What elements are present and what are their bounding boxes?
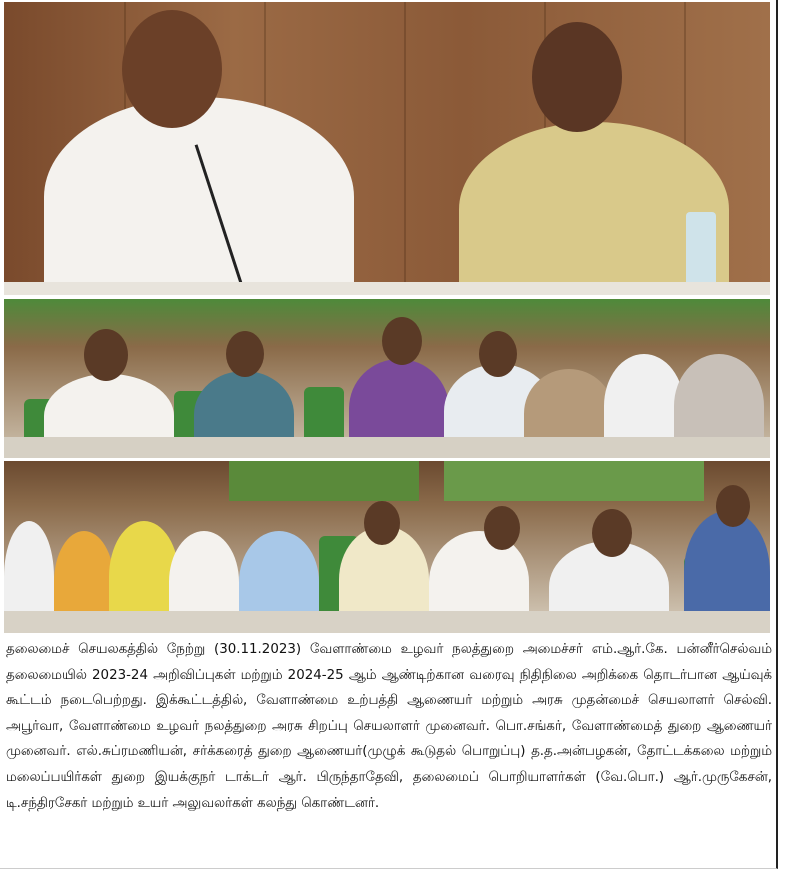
table-edge — [4, 611, 770, 633]
wall-painting — [444, 461, 704, 501]
table-edge — [4, 437, 770, 458]
table-edge — [4, 282, 770, 295]
meeting-photo-middle — [4, 299, 770, 458]
wall-painting — [229, 461, 419, 501]
minister-head — [122, 10, 222, 128]
secretary-head — [532, 22, 622, 132]
meeting-photo-bottom — [4, 461, 770, 633]
news-caption: தலைமைச் செயலகத்தில் நேற்று (30.11.2023) வேளாண்மை உழவர் நலத்துறை அமைச்சர் எம்.ஆர்.கே. பன்னீர்செல்வம் தலைமையில் 2023-24 அறிவிப்புகள் மற்றும் 2024-25 ஆம் ஆண்டிற்கான வரைவு நிதிநிலை அறிக்கை தொடர்பான ஆய்வுக் கூட்டம் நடைபெற்றது. இக்கூட்டத்தில், வேளாண்மை உற்பத்தி ஆணையர் மற்றும் அரசு முதன்மைச் செயலாளர் செல்வி. அபூர்வா, வேளாண்மை உழவர் நலத்துறை அரசு சிறப்பு செயலாளர் முனைவர். பொ.சங்கர், வேளாண்மைத் துறை ஆணையர் முனைவர். எல்.சுப்ரமணியன், சர்க்கரைத் துறை ஆணையர்(முழுக் கூடுதல் பொறுப்பு) த.த.அன்பழகன், தோட்டக்கலை மற்றும் மலைப்பயிர்கள் துறை இயக்குநர் டாக்டர் ஆர். பிருந்தாதேவி, தலைமைப் பொறியாளர்கள் (வே.பொ.) ஆர்.முருகேசன், டி.சந்திரசேகர் மற்றும் உயர் அலுவலர்கள் கலந்து கொண்டனர். — [6, 642, 772, 811]
minister-figure — [44, 97, 354, 295]
meeting-photo-top — [4, 2, 770, 295]
